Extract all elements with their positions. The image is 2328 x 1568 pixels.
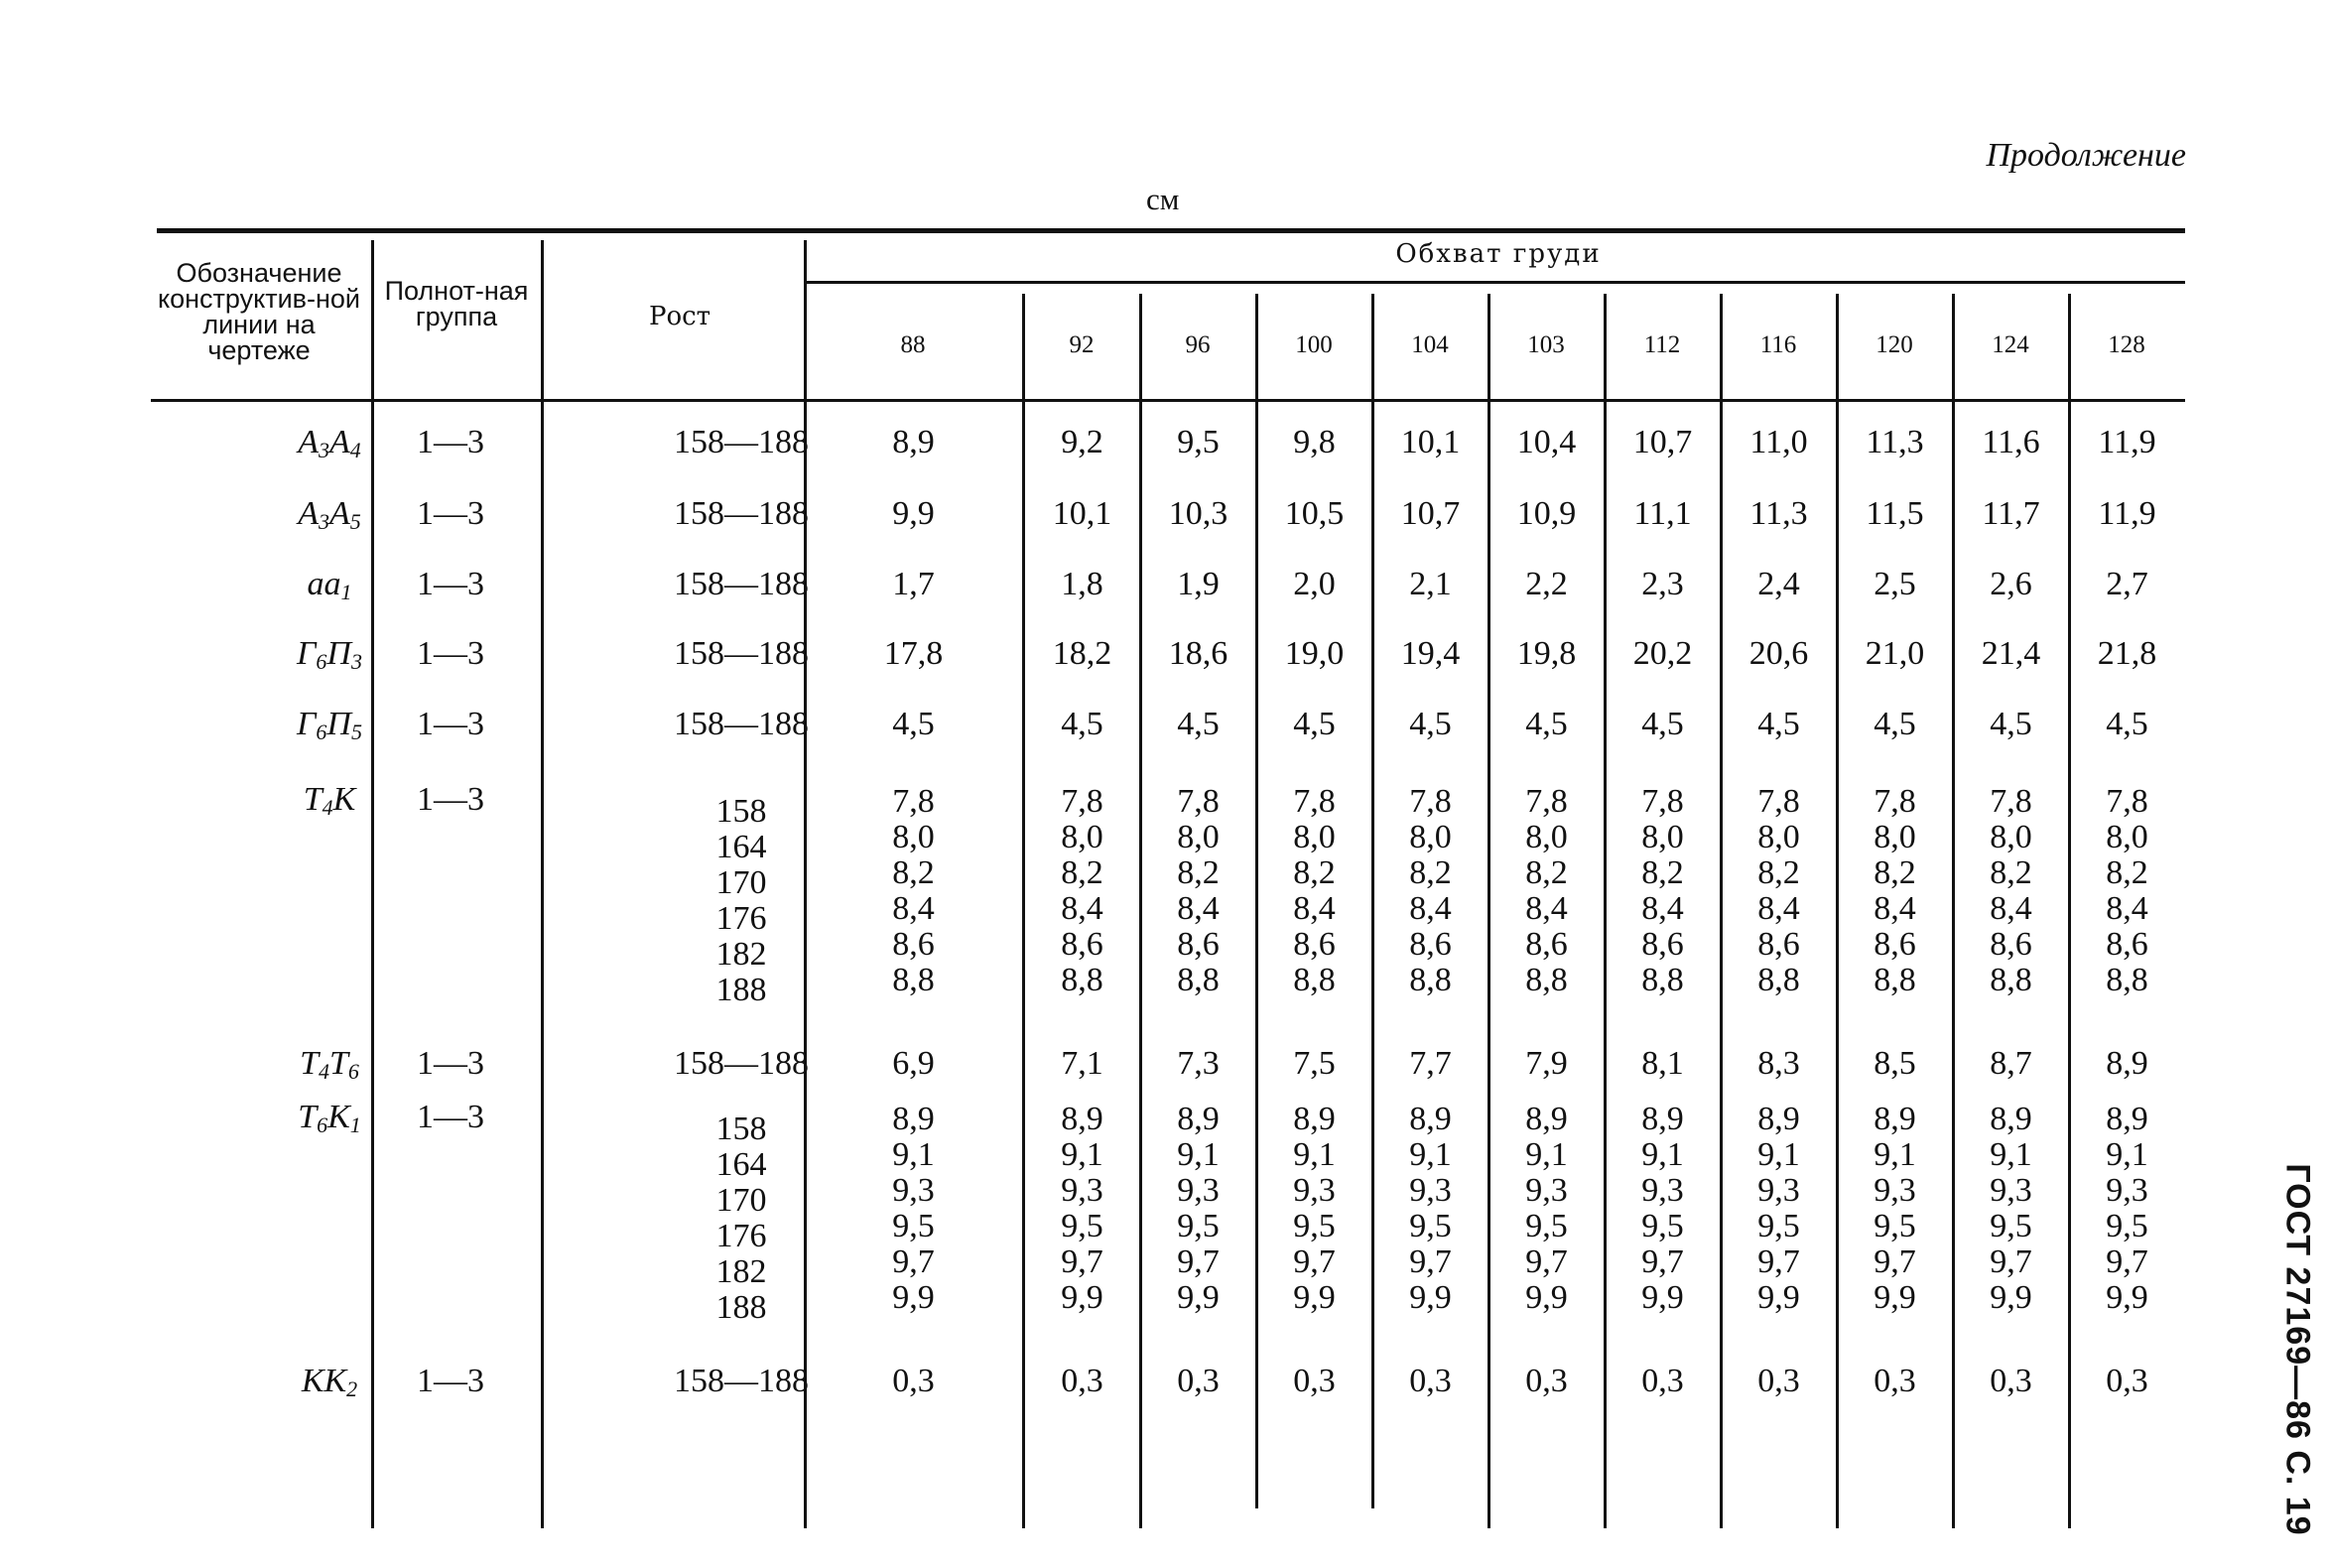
- measurement-value: 2,7: [2106, 566, 2148, 602]
- measurement-value: 8,9 9,1 9,3 9,5 9,7 9,9: [1177, 1101, 1220, 1316]
- header-bottom-rule: [151, 399, 2185, 402]
- designation-subscript: 1: [340, 580, 352, 604]
- chest-size-header: 116: [1759, 331, 1797, 358]
- measurement-value: 4,5: [1874, 706, 1916, 742]
- measurement-value: 2,1: [1409, 566, 1452, 602]
- measurement-value: 2,0: [1293, 566, 1336, 602]
- measurement-value: 7,8 8,0 8,2 8,4 8,6 8,8: [1757, 783, 1800, 998]
- measurement-value: 8,9 9,1 9,3 9,5 9,7 9,9: [2106, 1101, 2148, 1316]
- height-range: 158—188: [674, 635, 809, 672]
- measurement-value: 10,7: [1400, 495, 1461, 532]
- measurement-value: 4,5: [1061, 706, 1103, 742]
- measurement-value: 0,3: [1874, 1363, 1916, 1399]
- measurement-value: 8,5: [1874, 1045, 1916, 1082]
- measurement-value: 10,4: [1516, 424, 1577, 460]
- designation-subscript: 5: [350, 719, 362, 744]
- designation-subscript: 6: [316, 649, 327, 674]
- measurement-value: 1,9: [1177, 566, 1220, 602]
- chest-size-header: 112: [1643, 331, 1681, 358]
- measurement-value: 7,8 8,0 8,2 8,4 8,6 8,8: [1874, 783, 1916, 998]
- designation-subscript: 2: [346, 1376, 358, 1401]
- measurement-value: 8,9 9,1 9,3 9,5 9,7 9,9: [892, 1101, 935, 1316]
- chest-size-header: 92: [1069, 331, 1095, 358]
- height-range: 158 164 170 176 182 188: [715, 793, 767, 1008]
- measurement-value: 4,5: [1177, 706, 1220, 742]
- measurement-value: 11,6: [1982, 424, 2040, 460]
- fullness-group: 1—3: [417, 1363, 484, 1399]
- measurement-value: 1,8: [1061, 566, 1103, 602]
- measurement-value: 20,6: [1748, 635, 1809, 672]
- measurement-value: 0,3: [1061, 1363, 1103, 1399]
- designation-subscript: 3: [319, 509, 329, 534]
- measurement-value: 7,8 8,0 8,2 8,4 8,6 8,8: [1525, 783, 1568, 998]
- designation-letter: П: [326, 635, 351, 672]
- measurement-value: 8,9 9,1 9,3 9,5 9,7 9,9: [1874, 1101, 1916, 1316]
- measurement-value: 0,3: [892, 1363, 935, 1399]
- measurement-value: 4,5: [2106, 706, 2148, 742]
- chest-size-header: 128: [2108, 331, 2145, 358]
- measurement-value: 11,0: [1749, 424, 1808, 460]
- measurement-value: 11,7: [1982, 495, 2040, 532]
- measurement-value: 7,9: [1525, 1045, 1568, 1082]
- designation-subscript: 3: [350, 649, 362, 674]
- measurement-value: 7,8 8,0 8,2 8,4 8,6 8,8: [2106, 783, 2148, 998]
- measurement-value: 9,2: [1061, 424, 1103, 460]
- measurement-value: 20,2: [1632, 635, 1693, 672]
- measurement-value: 17,8: [883, 635, 944, 672]
- continuation-label: Продолжение: [1986, 137, 2186, 174]
- height-header: Рост: [648, 302, 711, 331]
- measurement-value: 21,4: [1981, 635, 2041, 672]
- chest-header: Обхват груди: [1395, 239, 1602, 269]
- measurement-value: 2,6: [1990, 566, 2032, 602]
- measurement-value: 11,9: [2098, 495, 2156, 532]
- measurement-value: 9,8: [1293, 424, 1336, 460]
- height-range: 158—188: [674, 1363, 809, 1399]
- height-range: 158—188: [674, 495, 809, 532]
- designation-header: Обозначение конструктив-ной линии на чертеже: [157, 258, 361, 365]
- measurement-value: 19,8: [1516, 635, 1577, 672]
- measurement-value: 8,9: [2106, 1045, 2148, 1082]
- designation-letter: KK: [301, 1363, 347, 1399]
- measurement-value: 10,3: [1168, 495, 1229, 532]
- measurement-value: 18,2: [1052, 635, 1112, 672]
- height-range: 158—188: [674, 1045, 809, 1082]
- measurement-value: 10,1: [1052, 495, 1112, 532]
- measurement-value: 18,6: [1168, 635, 1229, 672]
- measurement-value: 7,8 8,0 8,2 8,4 8,6 8,8: [1641, 783, 1684, 998]
- measurement-value: 4,5: [1409, 706, 1452, 742]
- measurement-value: 8,9 9,1 9,3 9,5 9,7 9,9: [1990, 1101, 2032, 1316]
- measurement-value: 0,3: [1757, 1363, 1800, 1399]
- designation-subscript: 6: [347, 1059, 359, 1084]
- measurement-value: 4,5: [1525, 706, 1568, 742]
- measurement-value: 7,7: [1409, 1045, 1452, 1082]
- chest-size-header: 100: [1295, 331, 1333, 358]
- measurement-value: 0,3: [1641, 1363, 1684, 1399]
- measurement-value: 0,3: [1177, 1363, 1220, 1399]
- measurement-value: 21,0: [1865, 635, 1925, 672]
- measurement-value: 2,5: [1874, 566, 1916, 602]
- measurement-value: 2,4: [1757, 566, 1800, 602]
- height-range: 158—188: [674, 706, 809, 742]
- measurement-value: 21,8: [2097, 635, 2157, 672]
- measurement-value: 8,9 9,1 9,3 9,5 9,7 9,9: [1757, 1101, 1800, 1316]
- measurement-value: 8,1: [1641, 1045, 1684, 1082]
- measurement-value: 8,9: [892, 424, 935, 460]
- chest-size-header: 96: [1185, 331, 1211, 358]
- designation-subscript: 1: [349, 1112, 361, 1137]
- designation-letter: A: [329, 495, 350, 532]
- measurement-value: 7,8 8,0 8,2 8,4 8,6 8,8: [1061, 783, 1103, 998]
- chest-size-header: 120: [1875, 331, 1913, 358]
- chest-size-header: 124: [1992, 331, 2029, 358]
- measurement-value: 1,7: [892, 566, 935, 602]
- measurement-value: 0,3: [1409, 1363, 1452, 1399]
- fullness-group: 1—3: [417, 635, 484, 672]
- fullness-group: 1—3: [417, 1099, 484, 1135]
- measurement-value: 10,5: [1284, 495, 1345, 532]
- measurement-value: 10,7: [1632, 424, 1693, 460]
- measurement-value: 4,5: [892, 706, 935, 742]
- measurement-value: 7,8 8,0 8,2 8,4 8,6 8,8: [1990, 783, 2032, 998]
- measurement-value: 4,5: [1641, 706, 1684, 742]
- fullness-group: 1—3: [417, 566, 484, 602]
- measurement-value: 4,5: [1757, 706, 1800, 742]
- measurement-value: 11,9: [2098, 424, 2156, 460]
- measurement-value: 10,1: [1400, 424, 1461, 460]
- measurement-value: 7,8 8,0 8,2 8,4 8,6 8,8: [1293, 783, 1336, 998]
- designation-letter: K: [332, 781, 356, 818]
- chest-header-rule: [804, 281, 2185, 284]
- measurement-value: 8,9 9,1 9,3 9,5 9,7 9,9: [1293, 1101, 1336, 1316]
- group-header: Полнот-ная группа: [384, 276, 529, 331]
- standard-page-label: [2267, 1161, 2327, 1538]
- measurement-value: 8,9 9,1 9,3 9,5 9,7 9,9: [1409, 1101, 1452, 1316]
- measurement-value: 6,9: [892, 1045, 935, 1082]
- measurement-value: 8,7: [1990, 1045, 2032, 1082]
- measurement-value: 2,2: [1525, 566, 1568, 602]
- measurement-value: 19,4: [1400, 635, 1461, 672]
- designation-subscript: 4: [319, 1059, 329, 1084]
- measurement-value: 7,5: [1293, 1045, 1336, 1082]
- measurement-value: 0,3: [2106, 1363, 2148, 1399]
- designation-subscript: 5: [349, 509, 361, 534]
- measurement-value: 8,9 9,1 9,3 9,5 9,7 9,9: [1061, 1101, 1103, 1316]
- measurement-value: 10,9: [1516, 495, 1577, 532]
- measurement-value: 9,5: [1177, 424, 1220, 460]
- designation-letter: T: [329, 1045, 348, 1082]
- height-range: 158 164 170 176 182 188: [715, 1111, 767, 1326]
- measurement-value: 11,3: [1749, 495, 1808, 532]
- measurement-value: 11,5: [1866, 495, 1924, 532]
- designation-subscript: 4: [322, 795, 333, 820]
- measurement-value: 7,8 8,0 8,2 8,4 8,6 8,8: [1409, 783, 1452, 998]
- designation-subscript: 4: [349, 438, 361, 462]
- designation-letter: A: [298, 495, 319, 532]
- designation-letter: T: [300, 1045, 319, 1082]
- measurement-value: 7,3: [1177, 1045, 1220, 1082]
- designation-subscript: 6: [317, 1112, 328, 1137]
- measurement-value: 4,5: [1990, 706, 2032, 742]
- chest-size-header: 103: [1527, 331, 1565, 358]
- measurement-value: 2,3: [1641, 566, 1684, 602]
- fullness-group: 1—3: [417, 1045, 484, 1082]
- designation-letter: A: [329, 424, 350, 460]
- column-separator: [541, 240, 544, 1528]
- fullness-group: 1—3: [417, 706, 484, 742]
- measurement-value: 0,3: [1525, 1363, 1568, 1399]
- table-top-rule: [157, 228, 2185, 233]
- fullness-group: 1—3: [417, 424, 484, 460]
- chest-size-header: 88: [900, 331, 926, 358]
- designation-letter: T: [298, 1099, 318, 1135]
- measurement-value: 11,3: [1866, 424, 1924, 460]
- measurement-value: 9,9: [892, 495, 935, 532]
- height-range: 158—188: [674, 424, 809, 460]
- measurement-value: 0,3: [1293, 1363, 1336, 1399]
- chest-size-header: 104: [1411, 331, 1449, 358]
- designation-subscript: 6: [316, 719, 327, 744]
- standard-page-text: ГОСТ 27169—86 С. 19: [2278, 1163, 2317, 1536]
- designation-letter: Г: [297, 635, 317, 672]
- measurement-value: 8,3: [1757, 1045, 1800, 1082]
- measurement-value: 0,3: [1990, 1363, 2032, 1399]
- designation-letter: Г: [297, 706, 317, 742]
- designation-letter: П: [326, 706, 351, 742]
- measurement-value: 8,9 9,1 9,3 9,5 9,7 9,9: [1641, 1101, 1684, 1316]
- measurement-value: 4,5: [1293, 706, 1336, 742]
- designation-letter: T: [303, 781, 323, 818]
- designation-letter: aa: [307, 566, 341, 602]
- measurement-value: 11,1: [1633, 495, 1692, 532]
- designation-letter: A: [298, 424, 319, 460]
- designation-subscript: 3: [319, 438, 329, 462]
- height-range: 158—188: [674, 566, 809, 602]
- measurement-value: 7,1: [1061, 1045, 1103, 1082]
- measurement-value: 7,8 8,0 8,2 8,4 8,6 8,8: [1177, 783, 1220, 998]
- fullness-group: 1—3: [417, 781, 484, 818]
- designation-letter: K: [327, 1099, 350, 1135]
- measurement-value: 8,9 9,1 9,3 9,5 9,7 9,9: [1525, 1101, 1568, 1316]
- fullness-group: 1—3: [417, 495, 484, 532]
- measurement-value: 19,0: [1284, 635, 1345, 672]
- unit-label: см: [1146, 182, 1180, 216]
- measurement-value: 7,8 8,0 8,2 8,4 8,6 8,8: [892, 783, 935, 998]
